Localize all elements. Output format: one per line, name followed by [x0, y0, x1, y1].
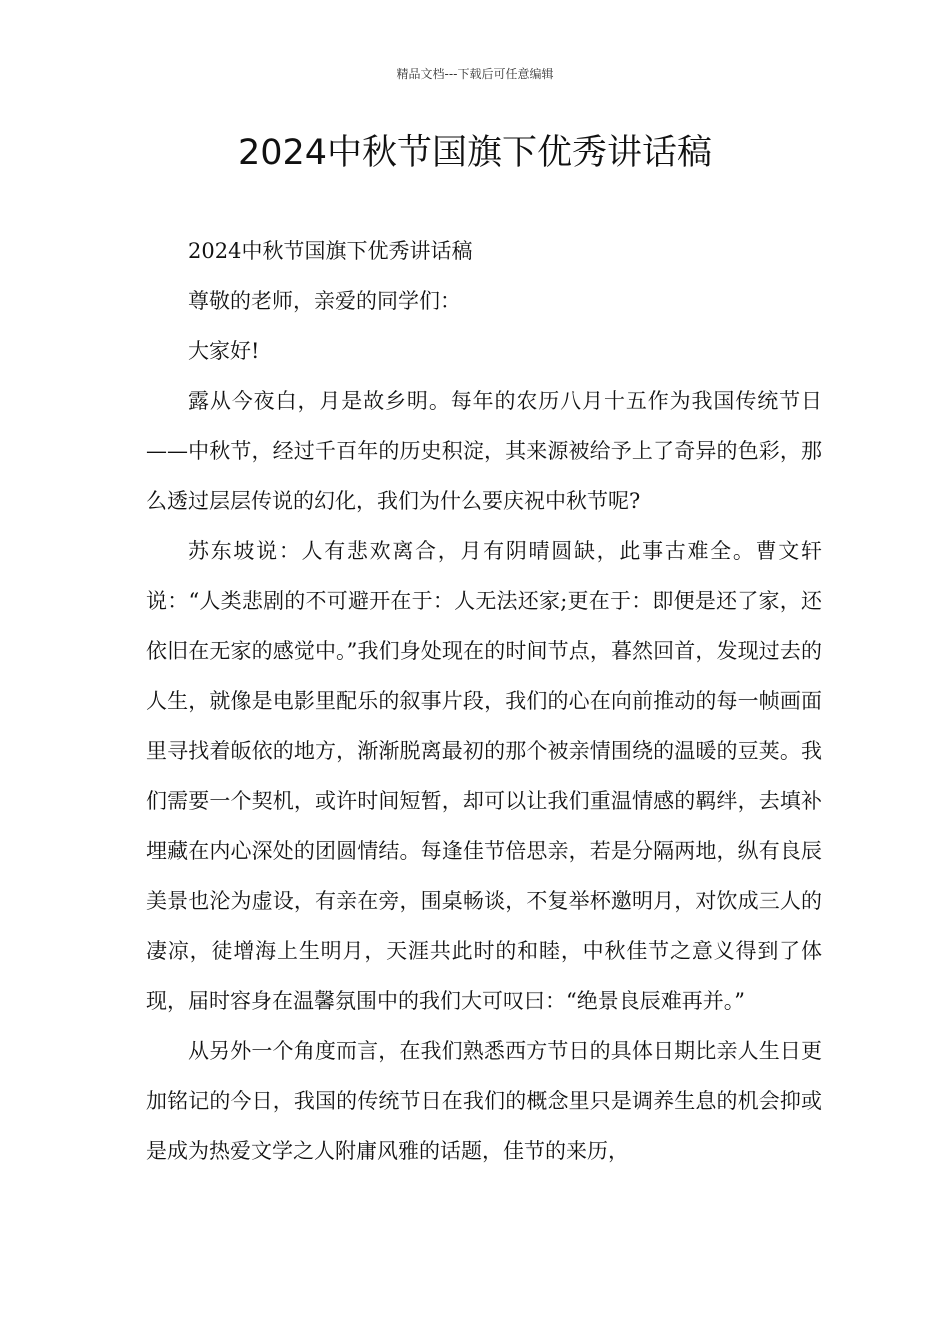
paragraph-intro: 露从今夜白，月是故乡明。每年的农历八月十五作为我国传统节日——中秋节，经过千百年的历史积淀，其来源被给予上了奇异的色彩，那么透过层层传说的幻化，我们为什么要庆祝中秋节呢? — [146, 389, 822, 513]
paragraph-greeting: 大家好! — [188, 339, 260, 363]
paragraph-main: 苏东坡说：人有悲欢离合，月有阴晴圆缺，此事古难全。曹文轩说：“人类悲剧的不可避开在于：人无法还家;更在于：即便是还了家，还依旧在无家的感觉中。”我们身处现在的时间节点，暮然回首，发现过去的人生，就像是电影里配乐的叙事片段，我们的心在向前推动的每一帧画面里寻找着皈依的地方，渐渐脱离最初的那个被亲情围绕的温暖的豆荚。我们需要一个契机，或许时间短暂，却可以让我们重温情感的羁绊，去填补埋藏在内心深处的团圆情结。每逢佳节倍思亲，若是分隔两地，纵有良辰美景也沦为虚设，有亲在旁，围桌畅谈，不复举杯邀明月，对饮成三人的凄凉，徒增海上生明月，天涯共此时的和睦，中秋佳节之意义得到了体现，届时容身在温馨氛围中的我们大可叹曰：“绝景良辰难再并。” — [146, 539, 822, 1013]
header-note: 精品文档---下载后可任意编辑 — [396, 67, 554, 81]
paragraph-salutation: 尊敬的老师，亲爱的同学们： — [188, 289, 461, 313]
paragraph-continued: 从另外一个角度而言，在我们熟悉西方节日的具体日期比亲人生日更加铭记的今日，我国的传统节日在我们的概念里只是调养生息的机会抑或是成为热爱文学之人附庸风雅的话题，佳节的来历， — [146, 1039, 822, 1163]
document-body — [146, 226, 822, 1176]
paragraph-subtitle: 2024中秋节国旗下优秀讲话稿 — [188, 239, 473, 263]
document-title: 2024中秋节国旗下优秀讲话稿 — [237, 133, 713, 173]
